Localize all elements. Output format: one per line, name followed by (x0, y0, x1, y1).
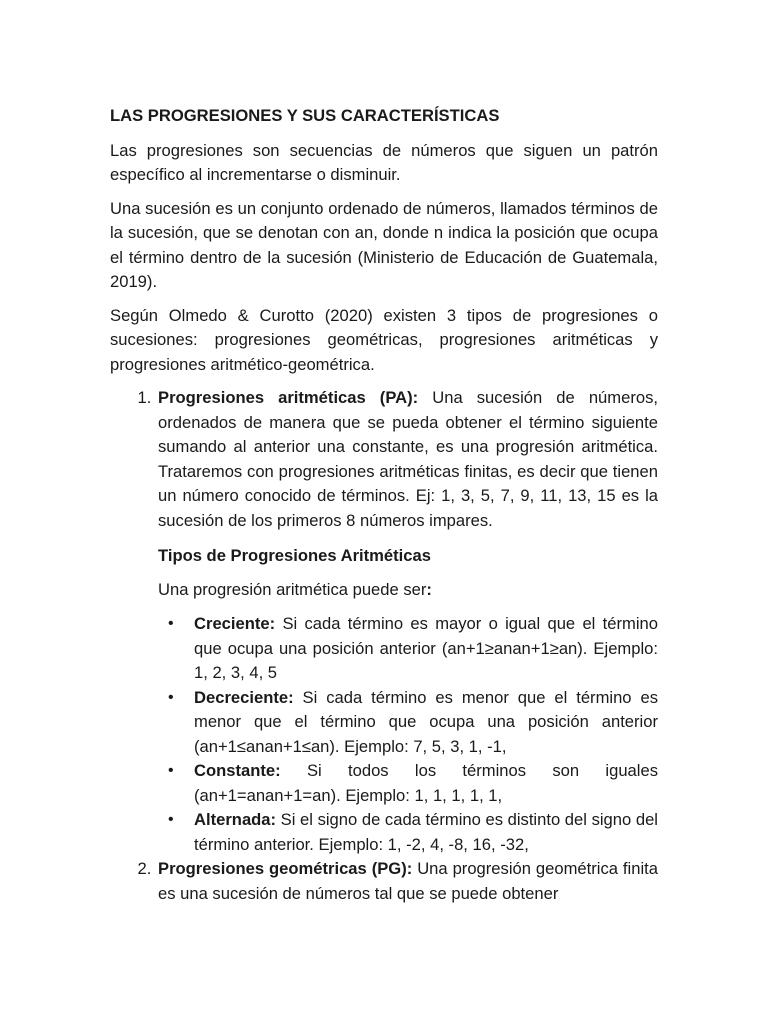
type-bullet-list (158, 612, 658, 857)
list-item-label: Progresiones aritméticas (PA): (158, 388, 419, 407)
subheading-tipos-aritmeticas: Tipos de Progresiones Aritméticas (158, 546, 431, 565)
paragraph-sucesion: Una sucesión es un conjunto ordenado de números, llamados términos de la sucesión, que se denotan con an, donde n indica la posición que ocupa el término dentro de la sucesión (Ministerio de Educación de Guatemala, 2019). (110, 198, 658, 291)
progression-list (110, 386, 658, 906)
list-item-geometricas (156, 857, 658, 906)
paragraph-tipos: Según Olmedo & Curotto (2020) existen 3 tipos de progresiones o sucesiones: progresiones geométricas, progresiones aritméticas y progresiones aritmético-geométrica. (110, 305, 658, 374)
bullet-item-alternada (168, 808, 658, 857)
bullet-item-decreciente (168, 686, 658, 760)
bullet-label: Decreciente: (194, 687, 294, 707)
paragraph-intro: Las progresiones son secuencias de números que siguen un patrón específico al incrementarse o disminuir. (110, 140, 658, 184)
bullet-text: Si cada término es menor que el término es menor que el término que ocupa una posición anterior (an+1≤anan+1≤an). Ejemplo: 7, 5, 3, 1, -1, (194, 687, 658, 756)
list-item-aritmeticas (156, 386, 658, 857)
bullet-dot-icon: • (168, 615, 174, 632)
bullet-label: Constante: (194, 761, 281, 780)
lead-text: Una progresión aritmética puede ser: (158, 579, 432, 599)
bullet-item-constante (168, 759, 658, 808)
list-item-text: Una sucesión de números, ordenados de manera que se pueda obtener el término siguiente sumando al anterior una constante, es una progresión aritmética. Trataremos con progresiones aritméticas finitas, es decir que tienen un número conocido de términos. Ej: 1, 3, 5, 7, 9, 11, 13, 15 es la sucesión de los primeros 8 números impares. (158, 388, 658, 530)
bullet-text: Si todos los términos son iguales (an+1=anan+1=an). Ejemplo: 1, 1, 1, 1, 1, (194, 761, 658, 805)
bullet-item-creciente (168, 612, 658, 686)
bullet-text: Si el signo de cada término es distinto del signo del término anterior. Ejemplo: 1, -2, 4, -8, 16, -32, (194, 810, 658, 854)
list-item-text: Una progresión geométrica finita es una sucesión de números tal que se puede obtener (158, 859, 658, 903)
document-title: LAS PROGRESIONES Y SUS CARACTERÍSTICAS (110, 106, 500, 125)
bullet-dot-icon: • (168, 688, 174, 706)
bullet-label: Alternada: (194, 810, 277, 829)
bullet-label: Creciente: (194, 614, 276, 633)
list-item-label: Progresiones geométricas (PG): (158, 859, 413, 878)
bullet-text: Si cada término es mayor o igual que el término que ocupa una posición anterior (an+1≥anan+1≥an). Ejemplo: 1, 2, 3, 4, 5 (194, 614, 658, 682)
bullet-dot-icon: • (168, 811, 174, 828)
bullet-dot-icon: • (168, 762, 174, 779)
